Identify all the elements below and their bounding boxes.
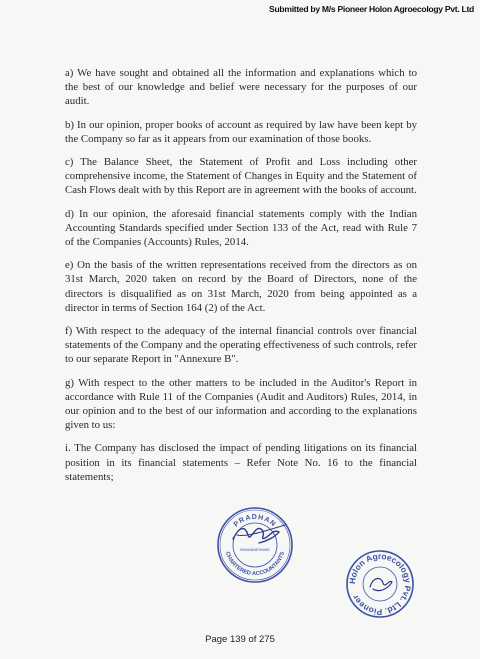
paragraph-g: g) With respect to the other matters to be included in the Auditor's Report in accordance with Rule 11 of the Companies (Audit and Auditors) Rules, 2014, in our opinion and to the best of our information and according to the explanations given to us: [65,376,417,432]
seal-bottom-text: CHARTERED ACCOUNTANTS [223,551,287,578]
paragraph-d: d) In our opinion, the aforesaid financial statements comply with the Indian Accounting Standards specified under Section 133 of the Act, read with Rule 7 of the Companies (Accounts) Rules, 2014. [65,207,417,249]
seal-center-text: BHUBANESWAR [240,548,270,552]
paragraph-f: f) With respect to the adequacy of the internal financial controls over financial statements of the Company and the operating effectiveness of such controls, refer to our separate Report in "Annexure B". [65,325,417,366]
company-seal-text: Holon Agroecology Pvt. Ltd. Pioneer [346,550,414,618]
paragraph-b: b) In our opinion, proper books of account as required by law have been kept by the Company so far as it appears from our examination of those books. [65,118,417,145]
report-body [65,66,417,493]
paragraph-a: a) We have sought and obtained all the information and explanations which to the best of our knowledge and belief were necessary for the purposes of our audit. [65,67,417,108]
svg-text:PRADHAN [233,514,277,529]
company-seal-icon [345,549,415,619]
seal-top-text: PRADHAN [232,513,278,529]
paragraph-e: e) On the basis of the written representations received from the directors as on 31st March, 2020 taken on record by the Board of Directors, none of the directors is disqualified as on 31st March, 2020 from being appointed as a director in terms of Section 164 (2) of the Act. [65,259,417,314]
paragraph-g-i: i. The Company has disclosed the impact of pending litigations on its financial position in its financial statements – Refer Note No. 16 to the financial statements; [65,442,417,483]
page-number: Page 139 of 275 [205,634,275,645]
company-seal-stamp [345,549,415,619]
auditor-seal-stamp [215,505,295,585]
submission-header: Submitted by M/s Pioneer Holon Agroecology Pvt. Ltd [269,4,474,14]
auditor-seal-icon [215,505,295,585]
paragraph-c: c) The Balance Sheet, the Statement of Profit and Loss including other comprehensive income, the Statement of Changes in Equity and the Statement of Cash Flows dealt with by this Report are in agreement with the books of account. [65,156,417,197]
svg-text:CHARTERED ACCOUNTANTS [224,551,286,577]
